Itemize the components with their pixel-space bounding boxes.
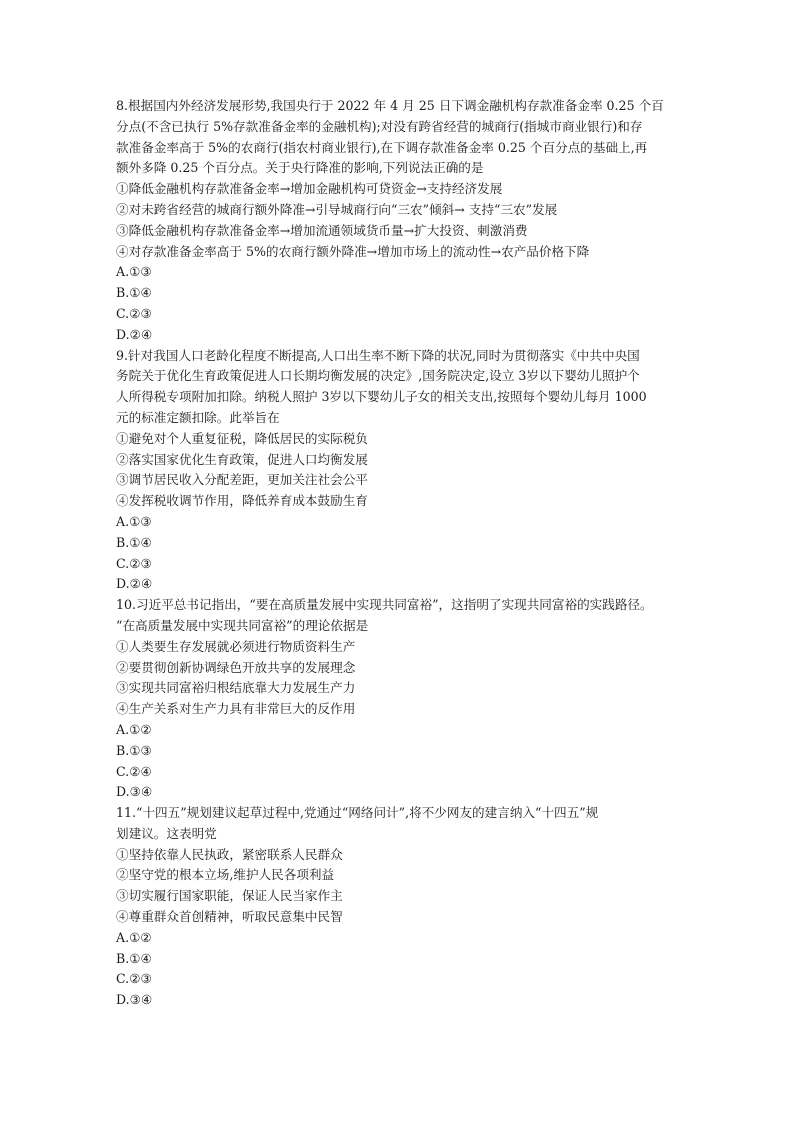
stem-line: 人所得税专项附加扣除。纳税人照护 3岁以下婴幼儿子女的相关支出,按照每个婴幼儿每月 1000	[116, 389, 647, 405]
statement-option: ④对存款准备金率高于 5%的农商行额外降准→增加市场上的流动性→农产品价格下降	[116, 243, 590, 259]
answer-choice-a: A.①③	[116, 264, 152, 280]
statement-option: ②要贯彻创新协调绿色开放共享的发展理念	[116, 659, 356, 675]
question-stem	[116, 346, 696, 429]
statement-option: ①坚持依靠人民执政，紧密联系人民群众	[116, 846, 343, 862]
exam-page	[116, 96, 696, 1011]
question-10	[116, 595, 696, 803]
statement-option: ③降低金融机构存款准备金率→增加流通领域货币量→扩大投资、刺激消费	[116, 222, 528, 238]
stem-line: 9.针对我国人口老龄化程度不断提高,人口出生率不断下降的状况,同时为贯彻落实《中共中央国	[116, 347, 640, 363]
answer-choice-d: D.③④	[116, 992, 153, 1008]
question-stem	[116, 595, 696, 637]
statement-option: ①避免对个人重复征税，降低居民的实际税负	[116, 430, 368, 446]
question-stem	[116, 96, 696, 179]
answer-choice-a: A.①②	[116, 721, 152, 737]
answer-choice-a: A.①③	[116, 513, 152, 529]
question-8	[116, 96, 696, 346]
answer-choices	[116, 262, 696, 345]
stem-line: 元的标准定额扣除。此举旨在	[116, 409, 280, 425]
statement-option: ②对未跨省经营的城商行额外降准→引导城商行向“三农”倾斜→ 支持“三农”发展	[116, 201, 558, 217]
answer-choice-c: C.②③	[116, 555, 152, 571]
statement-option: ③切实履行国家职能，保证人民当家作主	[116, 888, 343, 904]
answer-choice-d: D.③④	[116, 784, 153, 800]
statement-option: ③调节居民收入分配差距，更加关注社会公平	[116, 472, 368, 488]
statement-option: ②坚守党的根本立场,维护人民各项利益	[116, 867, 335, 883]
answer-choice-b: B.①④	[116, 950, 152, 966]
statement-option: ④尊重群众首创精神，听取民意集中民智	[116, 909, 343, 925]
stem-line: 10.习近平总书记指出，“要在高质量发展中实现共同富裕”，这指明了实现共同富裕的实践路径。	[116, 597, 653, 613]
stem-line: 款准备金率高于 5%的农商行(指农村商业银行),在下调存款准备金率 0.25 个百分点的基础上,再	[116, 139, 648, 155]
answer-choice-a: A.①②	[116, 929, 152, 945]
question-9	[116, 346, 696, 596]
answer-choices	[116, 512, 696, 595]
question-11	[116, 803, 696, 1011]
statement-option: ③实现共同富裕归根结底靠大力发展生产力	[116, 680, 356, 696]
answer-choice-d: D.②④	[116, 326, 153, 342]
answer-choice-b: B.①③	[116, 742, 152, 758]
question-stem	[116, 803, 696, 845]
answer-choices	[116, 928, 696, 1011]
stem-line: 划建议。这表明党	[116, 825, 217, 841]
stem-line: 分点(不含已执行 5%存款准备金率的金融机构);对没有跨省经营的城商行(指城市商业银行)和存	[116, 118, 643, 134]
stem-line: 额外多降 0.25 个百分点。关于央行降准的影响,下列说法正确的是	[116, 160, 484, 176]
statement-option: ④生产关系对生产力具有非常巨大的反作用	[116, 701, 356, 717]
answer-choice-c: C.②③	[116, 305, 152, 321]
statement-option: ①降低金融机构存款准备金率→增加金融机构可贷资金→支持经济发展	[116, 181, 503, 197]
answer-choices	[116, 720, 696, 803]
stem-line: 务院关于优化生育政策促进人口长期均衡发展的决定》,国务院决定,设立 3岁以下婴幼儿照护个	[116, 368, 640, 384]
stem-line: 8.根据国内外经济发展形势,我国央行于 2022 年 4 月 25 日下调金融机构存款准备金率 0.25 个百	[116, 98, 664, 113]
answer-choice-b: B.①④	[116, 285, 152, 301]
stem-line: “在高质量发展中实现共同富裕”的理论依据是	[116, 617, 369, 633]
statement-option: ①人类要生存发展就必须进行物质资料生产	[116, 638, 356, 654]
answer-choice-c: C.②③	[116, 971, 152, 987]
answer-choice-c: C.②④	[116, 763, 152, 779]
answer-choice-d: D.②④	[116, 576, 153, 592]
statement-option: ②落实国家优化生育政策，促进人口均衡发展	[116, 451, 368, 467]
answer-choice-b: B.①④	[116, 534, 152, 550]
stem-line: 11.“十四五”规划建议起草过程中,党通过“网络问计”,将不少网友的建言纳入“十四五”规	[116, 805, 599, 821]
statement-option: ④发挥税收调节作用，降低养育成本鼓励生育	[116, 493, 368, 509]
